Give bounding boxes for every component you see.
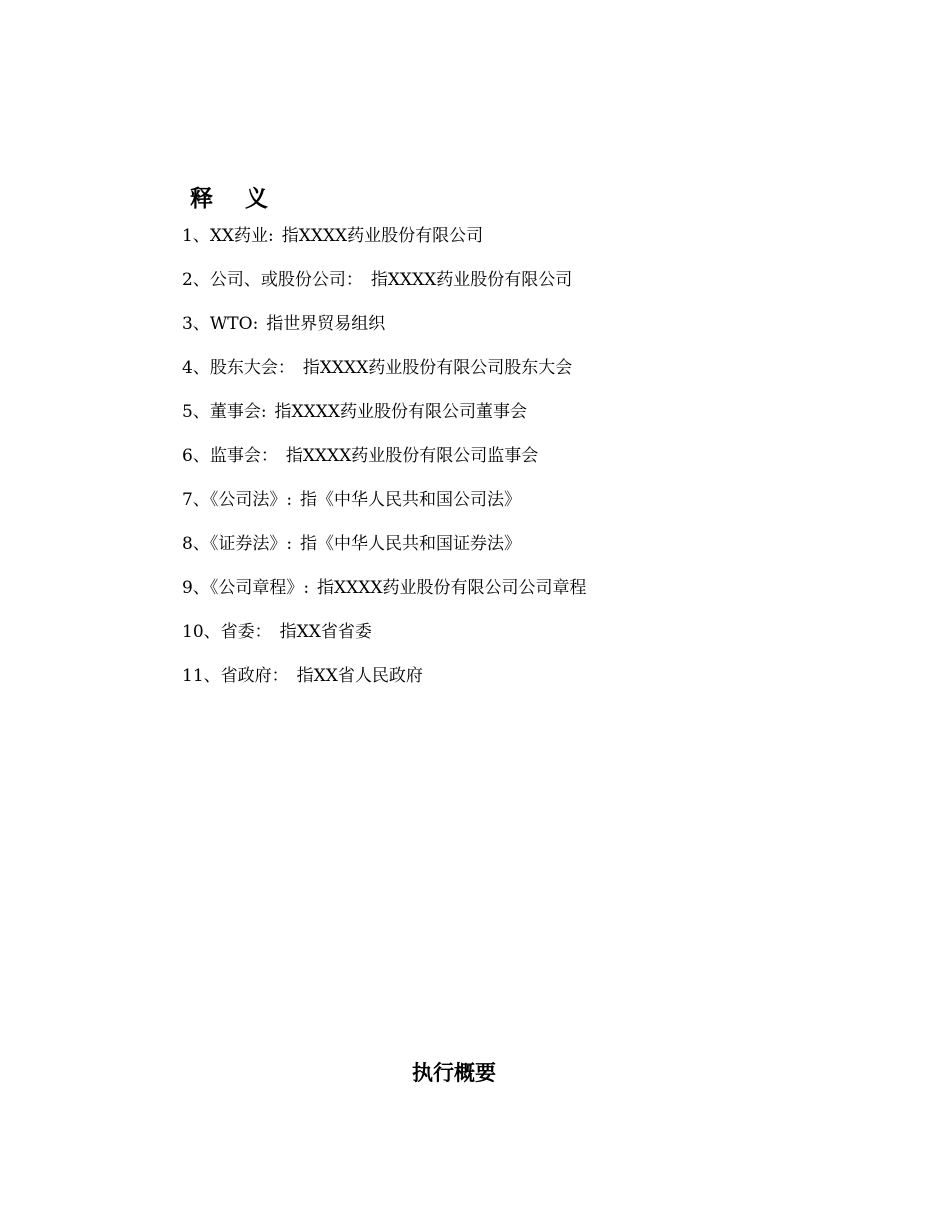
- definition-term: 10、省委：: [182, 622, 272, 642]
- definitions-list: [182, 222, 586, 706]
- definition-item: [182, 662, 586, 706]
- definition-term: 8、《证券法》:: [182, 534, 293, 554]
- definition-meaning: 指XXXX药业股份有限公司股东大会: [302, 358, 573, 378]
- executive-summary-title: 执行概要: [412, 1061, 496, 1085]
- definition-term: 6、监事会：: [182, 446, 278, 466]
- definition-meaning: 指XXXX药业股份有限公司公司章程: [317, 578, 587, 598]
- definitions-title: 释 义: [190, 186, 281, 212]
- definition-term: 9、《公司章程》:: [182, 578, 310, 598]
- definition-term: 1、XX药业:: [182, 226, 274, 246]
- definition-item: [182, 398, 586, 442]
- definition-term: 2、公司、或股份公司：: [182, 270, 363, 290]
- definition-item: [182, 574, 586, 618]
- definition-term: 4、股东大会：: [182, 358, 295, 378]
- definition-term: 11、省政府：: [182, 666, 289, 686]
- definition-meaning: 指XX省人民政府: [296, 666, 423, 686]
- definition-meaning: 指XXXX药业股份有限公司: [281, 226, 484, 246]
- definition-meaning: 指《中华人民共和国公司法》: [300, 490, 522, 510]
- definition-meaning: 指XXXX药业股份有限公司监事会: [285, 446, 539, 466]
- definition-item: [182, 442, 586, 486]
- definition-item: [182, 266, 586, 310]
- definition-term: 7、《公司法》:: [182, 490, 293, 510]
- definition-item: [182, 530, 586, 574]
- definition-meaning: 指《中华人民共和国证券法》: [300, 534, 522, 554]
- definition-meaning: 指世界贸易组织: [266, 314, 386, 334]
- definition-item: [182, 310, 586, 354]
- definition-meaning: 指XXXX药业股份有限公司董事会: [274, 402, 527, 422]
- definition-item: [182, 354, 586, 398]
- definition-meaning: 指XX省省委: [279, 622, 372, 642]
- definition-meaning: 指XXXX药业股份有限公司: [370, 270, 573, 290]
- definition-term: 3、WTO:: [182, 314, 259, 334]
- definition-item: [182, 486, 586, 530]
- definition-item: [182, 222, 586, 266]
- definition-item: [182, 618, 586, 662]
- definition-term: 5、董事会:: [182, 402, 267, 422]
